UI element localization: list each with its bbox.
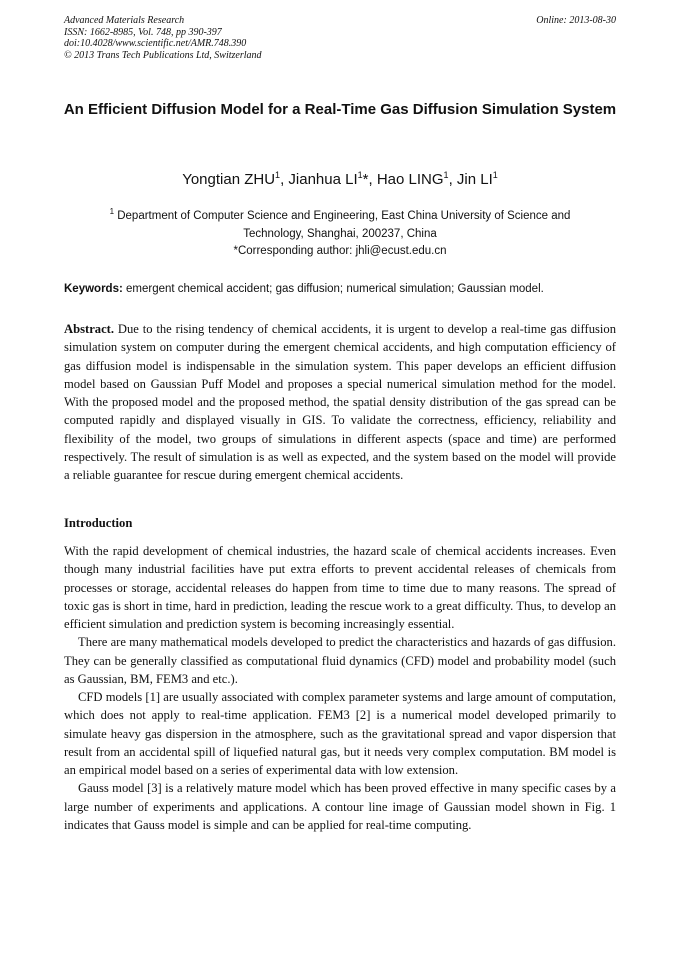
affiliation-text: Department of Computer Science and Engineering, East China University of Science and Technology, Shanghai, 200237, China xyxy=(117,209,571,240)
author-name: Jianhua LI xyxy=(288,171,358,188)
author-name: Hao LING xyxy=(376,171,444,188)
keywords-label: Keywords: xyxy=(64,283,123,295)
author-separator: , xyxy=(448,171,457,188)
author-list xyxy=(40,170,640,188)
journal-name: Advanced Materials Research xyxy=(64,15,185,26)
doi-line: doi:10.4028/www.scientific.net/AMR.748.390 xyxy=(64,38,247,49)
abstract-text: Due to the rising tendency of chemical accidents, it is urgent to develop a real-time gas diffusion simulation system on computer during the emergent chemical accidents, and high computation efficiency of gas diffusion model is indispensable in the simulation system. This paper develops an efficient diffusion model based on Gaussian Puff Model and proposes a special numerical simulation method for the model. With the proposed model and the proposed method, the spatial density distribution of the gas spread can be computed rapidly and displayed visually in GIS. To validate the correctness, efficiency, reliability and flexibility of the model, two groups of simulations in different aspects (space and time) are performed respectively. The result of simulation is as well as expected, and the system based on the model will provide a reliable guarantee for rescue during emergent chemical accidents. xyxy=(64,322,617,482)
corresponding-mark: * xyxy=(362,171,369,188)
copyright-line: © 2013 Trans Tech Publications Ltd, Switzerland xyxy=(64,49,262,61)
journal-header xyxy=(64,15,616,61)
keywords xyxy=(64,283,619,295)
body-paragraph: CFD models [1] are usually associated with complex parameter systems and large amount of computation, which does not apply to real-time application. FEM3 [2] is a numerical model developed primarily to simulate heavy gas dispersion in the atmosphere, such as the gravitational spread and vapor dispersion that result from an accidental spill of liquefied natural gas, but it needs very complex computation. BM model is an empirical model based on a series of experimental data with low extension. xyxy=(64,690,616,777)
section-heading-introduction: Introduction xyxy=(64,516,133,530)
body-paragraph: There are many mathematical models developed to predict the characteristics and hazards of gas diffusion. They can be generally classified as computational fluid dynamics (CFD) model and probability model (such as Gaussian, BM, FEM3 and etc.). xyxy=(64,635,616,686)
author-name: Yongtian ZHU xyxy=(182,171,276,188)
author-separator: , xyxy=(368,171,377,188)
affiliation-sup: 1 xyxy=(109,207,115,216)
affiliation xyxy=(80,203,600,243)
author-affil-sup: 1 xyxy=(357,170,363,180)
author-affil-sup: 1 xyxy=(275,170,281,180)
abstract xyxy=(64,320,616,484)
paper-title: An Efficient Diffusion Model for a Real-Time Gas Diffusion Simulation System xyxy=(63,101,617,118)
author-separator: , xyxy=(280,171,289,188)
corresponding-author: *Corresponding author: jhli@ecust.edu.cn xyxy=(233,245,447,257)
introduction-body xyxy=(64,542,616,834)
issn-line: ISSN: 1662-8985, Vol. 748, pp 390-397 xyxy=(64,26,222,38)
abstract-paragraph xyxy=(64,320,616,484)
author-affil-sup: 1 xyxy=(492,170,498,180)
body-paragraph: Gauss model [3] is a relatively mature model which has been proved effective in many specific cases by a large number of experiments and applications. A contour line image of Gaussian model shown in Fig. 1 indicates that Gauss model is simple and can be applied for real-time computing. xyxy=(64,781,616,832)
author-name: Jin LI xyxy=(456,171,493,188)
author-affil-sup: 1 xyxy=(443,170,449,180)
online-date: Online: 2013-08-30 xyxy=(536,15,616,26)
abstract-label: Abstract. xyxy=(64,322,115,336)
body-paragraph: With the rapid development of chemical industries, the hazard scale of chemical accidents increases. Even though many industrial facilities have put extra efforts to prevent accidental releases of chemicals from processes or storage, accidental releases do happen from time to time due to many reasons. The spread of toxic gas is short in time, hard in prediction, leading the rescue work to a great difficulty. Thus, to develop an efficient simulation and prediction system is becoming increasingly essential. xyxy=(64,544,616,631)
keywords-text: emergent chemical accident; gas diffusion; numerical simulation; Gaussian model. xyxy=(126,283,544,295)
